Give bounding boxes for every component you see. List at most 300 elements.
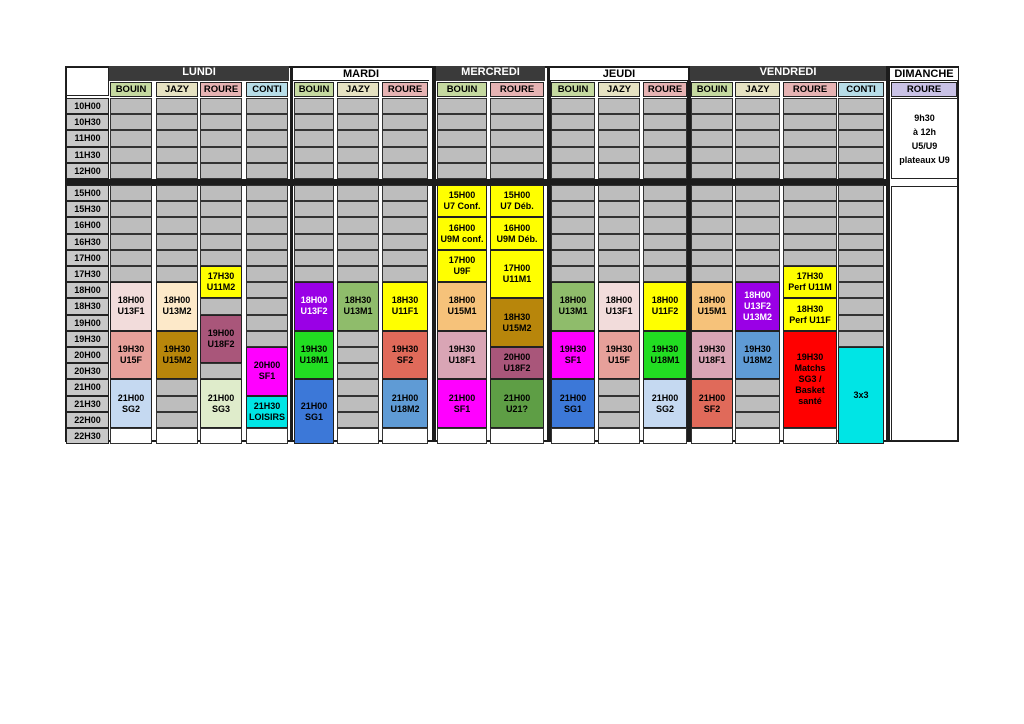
session-block[interactable]	[551, 282, 595, 331]
empty-slot	[337, 396, 379, 412]
time-label: 22H00	[66, 412, 109, 428]
session-line: U15M1	[447, 306, 477, 317]
empty-slot	[156, 130, 198, 146]
session-line: 21H00	[300, 400, 328, 411]
empty-slot	[110, 185, 152, 201]
empty-slot	[246, 282, 288, 298]
session-line: U13F1	[117, 306, 145, 317]
session-line: U11M1	[502, 274, 532, 285]
day-header-vendredi: VENDREDI	[690, 66, 886, 81]
empty-slot	[200, 250, 242, 266]
empty-slot	[598, 396, 640, 412]
empty-slot	[551, 266, 595, 282]
empty-slot	[382, 201, 428, 217]
session-block[interactable]	[490, 185, 544, 217]
session-line: U7 Conf.	[443, 201, 481, 212]
empty-slot	[490, 98, 544, 114]
empty-slot	[200, 147, 242, 163]
sunday-note-line: U5/U9	[911, 140, 938, 151]
session-block[interactable]	[490, 347, 544, 379]
empty-slot	[156, 379, 198, 395]
empty-slot	[337, 114, 379, 130]
session-line: 21H00	[651, 392, 679, 403]
session-line: 18H30	[344, 295, 372, 306]
empty-slot	[598, 412, 640, 428]
session-line: U18F1	[698, 355, 726, 366]
session-line: U18F1	[448, 355, 476, 366]
session-block[interactable]	[643, 331, 687, 380]
session-line: U18F2	[207, 338, 235, 349]
empty-slot	[246, 331, 288, 347]
empty-slot	[838, 266, 884, 282]
empty-slot	[598, 147, 640, 163]
empty-slot	[551, 428, 595, 444]
session-line: santé	[798, 395, 822, 406]
empty-slot	[490, 114, 544, 130]
empty-slot	[598, 201, 640, 217]
empty-slot	[110, 130, 152, 146]
empty-slot	[551, 234, 595, 250]
empty-slot	[838, 98, 884, 114]
session-line: Basket	[795, 384, 825, 395]
empty-slot	[337, 201, 379, 217]
session-line: 17H00	[448, 254, 476, 265]
session-line: 19H30	[559, 344, 587, 355]
session-line: 17H00	[503, 263, 531, 274]
empty-slot	[783, 98, 837, 114]
empty-slot	[838, 163, 884, 179]
session-line: 19H30	[744, 344, 771, 355]
sunday-note	[891, 98, 958, 179]
time-label: 19H30	[66, 331, 109, 347]
empty-slot	[691, 114, 733, 130]
empty-slot	[294, 147, 334, 163]
empty-slot	[294, 250, 334, 266]
empty-slot	[735, 396, 780, 412]
empty-slot	[156, 266, 198, 282]
session-line: 18H00	[559, 295, 587, 306]
session-block[interactable]	[551, 331, 595, 380]
time-label: 10H30	[66, 114, 109, 130]
empty-slot	[110, 163, 152, 179]
session-line: 3x3	[853, 390, 869, 401]
empty-slot	[735, 379, 780, 395]
session-line: U18M1	[650, 355, 680, 366]
session-block[interactable]	[735, 331, 780, 380]
empty-slot	[490, 163, 544, 179]
empty-slot	[246, 250, 288, 266]
time-label: 21H30	[66, 396, 109, 412]
session-line: 19H30	[448, 344, 476, 355]
session-block[interactable]	[735, 282, 780, 331]
gym-header-lundi-roure: ROURE	[200, 82, 242, 97]
session-line: 21H00	[559, 392, 587, 403]
empty-slot	[200, 163, 242, 179]
gym-header-lundi-conti: CONTI	[246, 82, 288, 97]
empty-slot	[490, 147, 544, 163]
day-header-mardi: MARDI	[293, 66, 429, 81]
session-line: SF1	[258, 371, 276, 382]
session-line: 17H30	[207, 271, 235, 282]
empty-slot	[294, 266, 334, 282]
session-line: 20H00	[503, 352, 531, 363]
empty-slot	[200, 201, 242, 217]
session-line: U18M2	[742, 355, 772, 366]
empty-slot	[643, 114, 687, 130]
empty-slot	[691, 147, 733, 163]
empty-slot	[691, 234, 733, 250]
empty-slot	[437, 147, 487, 163]
time-label: 16H30	[66, 234, 109, 250]
empty-slot	[598, 234, 640, 250]
session-line: U9F	[453, 265, 471, 276]
session-line: U13M2	[742, 311, 772, 322]
session-block[interactable]	[437, 331, 487, 380]
empty-slot	[838, 114, 884, 130]
empty-slot	[337, 185, 379, 201]
empty-slot	[691, 98, 733, 114]
empty-slot	[294, 114, 334, 130]
empty-slot	[337, 130, 379, 146]
session-block[interactable]	[490, 298, 544, 347]
gym-header-dimanche-roure: ROURE	[891, 82, 957, 97]
empty-slot	[551, 114, 595, 130]
empty-slot	[551, 185, 595, 201]
empty-slot	[643, 185, 687, 201]
time-label: 20H30	[66, 363, 109, 379]
day-separator	[886, 66, 890, 442]
empty-slot	[838, 331, 884, 347]
empty-slot	[437, 130, 487, 146]
session-block[interactable]	[110, 282, 152, 331]
session-line: 18H30	[503, 311, 531, 322]
empty-slot	[598, 266, 640, 282]
session-line: 19H30	[391, 344, 419, 355]
session-line: SF2	[396, 355, 414, 366]
empty-slot	[200, 363, 242, 379]
session-line: SG1	[563, 403, 582, 414]
session-line: U7 Déb.	[500, 201, 534, 212]
empty-slot	[382, 428, 428, 444]
empty-slot	[598, 98, 640, 114]
empty-slot	[200, 114, 242, 130]
session-block[interactable]	[200, 315, 242, 364]
empty-slot	[337, 217, 379, 233]
session-block[interactable]	[691, 379, 733, 428]
empty-slot	[200, 428, 242, 444]
session-line: 19H30	[796, 351, 824, 362]
empty-slot	[337, 347, 379, 363]
session-line: U13F2	[300, 306, 328, 317]
empty-slot	[838, 201, 884, 217]
empty-slot	[643, 147, 687, 163]
empty-slot	[382, 234, 428, 250]
session-block[interactable]	[838, 347, 884, 444]
session-line: Perf U11F	[789, 314, 831, 325]
session-block[interactable]	[110, 331, 152, 380]
empty-slot	[110, 234, 152, 250]
empty-slot	[783, 185, 837, 201]
gym-header-lundi-jazy: JAZY	[156, 82, 198, 97]
session-line: 16H00	[448, 222, 476, 233]
day-header-dimanche: DIMANCHE	[890, 66, 958, 81]
session-line: U9M conf.	[440, 233, 484, 244]
empty-slot	[382, 147, 428, 163]
session-line: 19H30	[300, 344, 328, 355]
empty-slot	[598, 163, 640, 179]
gym-header-jeudi-roure: ROURE	[643, 82, 687, 97]
empty-slot	[598, 428, 640, 444]
empty-slot	[735, 266, 780, 282]
session-block[interactable]	[294, 282, 334, 331]
session-line: SF1	[453, 403, 471, 414]
session-block[interactable]	[437, 185, 487, 217]
session-line: 18H30	[796, 303, 824, 314]
time-label: 18H00	[66, 282, 109, 298]
corner-cell	[65, 66, 109, 96]
session-line: U15F	[119, 355, 142, 366]
session-block[interactable]	[200, 379, 242, 428]
session-line: Perf U11M	[788, 282, 832, 293]
session-line: 18H00	[163, 295, 191, 306]
empty-slot	[735, 163, 780, 179]
empty-slot	[156, 412, 198, 428]
empty-slot	[246, 315, 288, 331]
session-line: 20H00	[253, 360, 281, 371]
sunday-blank	[891, 186, 958, 441]
empty-slot	[643, 217, 687, 233]
session-block[interactable]	[110, 379, 152, 428]
empty-slot	[246, 201, 288, 217]
empty-slot	[110, 201, 152, 217]
gym-header-vendredi-bouin: BOUIN	[691, 82, 733, 97]
empty-slot	[735, 130, 780, 146]
session-block[interactable]	[598, 331, 640, 380]
session-block[interactable]	[783, 331, 837, 428]
session-block[interactable]	[490, 217, 544, 249]
empty-slot	[156, 98, 198, 114]
empty-slot	[838, 130, 884, 146]
empty-slot	[200, 185, 242, 201]
day-header-jeudi: JEUDI	[550, 66, 688, 81]
time-label: 18H30	[66, 298, 109, 314]
empty-slot	[156, 201, 198, 217]
empty-slot	[156, 217, 198, 233]
session-line: SG3	[211, 403, 230, 414]
day-separator	[290, 66, 293, 442]
gym-header-mercredi-bouin: BOUIN	[437, 82, 487, 97]
empty-slot	[337, 363, 379, 379]
time-label: 20H00	[66, 347, 109, 363]
session-line: SF1	[564, 355, 582, 366]
session-block[interactable]	[437, 217, 487, 249]
empty-slot	[598, 130, 640, 146]
day-header-lundi: LUNDI	[109, 66, 289, 81]
empty-slot	[838, 298, 884, 314]
empty-slot	[337, 234, 379, 250]
session-block[interactable]	[691, 282, 733, 331]
empty-slot	[156, 185, 198, 201]
empty-slot	[735, 114, 780, 130]
empty-slot	[490, 428, 544, 444]
empty-slot	[691, 428, 733, 444]
session-line: U11F2	[651, 306, 679, 317]
session-line: SF2	[703, 403, 721, 414]
session-block[interactable]	[156, 331, 198, 380]
time-label: 17H00	[66, 250, 109, 266]
gym-header-jeudi-jazy: JAZY	[598, 82, 640, 97]
session-line: U18M2	[390, 403, 420, 414]
empty-slot	[337, 428, 379, 444]
session-line: 18H30	[391, 295, 419, 306]
session-line: SG3 /	[798, 373, 822, 384]
session-block[interactable]	[691, 331, 733, 380]
session-line: U18M1	[299, 355, 329, 366]
empty-slot	[337, 331, 379, 347]
empty-slot	[691, 217, 733, 233]
session-block[interactable]	[783, 266, 837, 298]
empty-slot	[337, 379, 379, 395]
empty-slot	[382, 114, 428, 130]
session-block[interactable]	[551, 379, 595, 428]
gym-header-mercredi-roure: ROURE	[490, 82, 544, 97]
empty-slot	[735, 412, 780, 428]
empty-slot	[246, 147, 288, 163]
empty-slot	[643, 428, 687, 444]
session-line: U15F	[607, 355, 630, 366]
empty-slot	[382, 163, 428, 179]
empty-slot	[691, 185, 733, 201]
session-block[interactable]	[382, 379, 428, 428]
empty-slot	[691, 163, 733, 179]
gym-header-mardi-jazy: JAZY	[337, 82, 379, 97]
session-block[interactable]	[437, 250, 487, 282]
empty-slot	[337, 147, 379, 163]
empty-slot	[294, 185, 334, 201]
session-block[interactable]	[490, 379, 544, 428]
empty-slot	[246, 114, 288, 130]
session-line: 19H30	[163, 344, 191, 355]
empty-slot	[110, 217, 152, 233]
session-line: 16H00	[503, 222, 531, 233]
empty-slot	[294, 217, 334, 233]
empty-slot	[598, 217, 640, 233]
session-line: U21?	[505, 403, 528, 414]
empty-slot	[200, 217, 242, 233]
empty-slot	[735, 250, 780, 266]
time-label: 15H30	[66, 201, 109, 217]
empty-slot	[643, 98, 687, 114]
day-header-mercredi: MERCREDI	[436, 66, 545, 81]
session-block[interactable]	[643, 379, 687, 428]
empty-slot	[838, 282, 884, 298]
empty-slot	[200, 98, 242, 114]
session-block[interactable]	[598, 282, 640, 331]
empty-slot	[838, 217, 884, 233]
session-block[interactable]	[294, 379, 334, 444]
empty-slot	[643, 250, 687, 266]
empty-slot	[110, 428, 152, 444]
session-line: U15M2	[162, 355, 192, 366]
empty-slot	[643, 130, 687, 146]
empty-slot	[246, 217, 288, 233]
sunday-note-line: à 12h	[912, 126, 936, 137]
session-line: 18H00	[744, 289, 771, 300]
empty-slot	[735, 185, 780, 201]
session-block[interactable]	[337, 282, 379, 331]
empty-slot	[643, 234, 687, 250]
empty-slot	[200, 298, 242, 314]
session-block[interactable]	[783, 298, 837, 330]
session-line: 19H30	[698, 344, 726, 355]
session-block[interactable]	[294, 331, 334, 380]
empty-slot	[551, 147, 595, 163]
empty-slot	[200, 130, 242, 146]
session-line: 18H00	[605, 295, 633, 306]
day-separator	[432, 66, 436, 442]
empty-slot	[437, 428, 487, 444]
session-line: U13M1	[558, 306, 588, 317]
empty-slot	[382, 217, 428, 233]
session-line: U15M2	[502, 322, 532, 333]
sunday-note-line: plateaux U9	[899, 154, 950, 165]
empty-slot	[246, 266, 288, 282]
empty-slot	[337, 163, 379, 179]
time-label: 21H00	[66, 379, 109, 395]
session-block[interactable]	[490, 250, 544, 299]
session-line: SG1	[304, 411, 323, 422]
time-label: 10H00	[66, 98, 109, 114]
empty-slot	[783, 163, 837, 179]
empty-slot	[382, 185, 428, 201]
session-line: 19H00	[207, 327, 235, 338]
session-block[interactable]	[437, 282, 487, 331]
gym-header-mardi-roure: ROURE	[382, 82, 428, 97]
empty-slot	[783, 428, 837, 444]
session-block[interactable]	[246, 396, 288, 428]
empty-slot	[246, 98, 288, 114]
session-line: U9M Déb.	[496, 233, 538, 244]
empty-slot	[246, 185, 288, 201]
session-block[interactable]	[382, 282, 428, 331]
empty-slot	[598, 379, 640, 395]
empty-slot	[156, 396, 198, 412]
session-block[interactable]	[200, 266, 242, 298]
session-block[interactable]	[643, 282, 687, 331]
session-block[interactable]	[246, 347, 288, 396]
time-label: 11H30	[66, 147, 109, 163]
time-label: 12H00	[66, 163, 109, 179]
session-block[interactable]	[156, 282, 198, 331]
empty-slot	[490, 130, 544, 146]
empty-slot	[246, 163, 288, 179]
sunday-note-line: 9h30	[914, 112, 935, 123]
empty-slot	[551, 201, 595, 217]
session-block[interactable]	[382, 331, 428, 380]
empty-slot	[551, 98, 595, 114]
time-label: 11H00	[66, 130, 109, 146]
time-label: 19H00	[66, 315, 109, 331]
session-block[interactable]	[437, 379, 487, 428]
session-line: SG2	[121, 403, 140, 414]
empty-slot	[783, 201, 837, 217]
empty-slot	[783, 234, 837, 250]
empty-slot	[838, 234, 884, 250]
gym-header-lundi-bouin: BOUIN	[110, 82, 152, 97]
session-line: 21H00	[698, 392, 726, 403]
session-line: 18H00	[698, 295, 726, 306]
empty-slot	[838, 315, 884, 331]
